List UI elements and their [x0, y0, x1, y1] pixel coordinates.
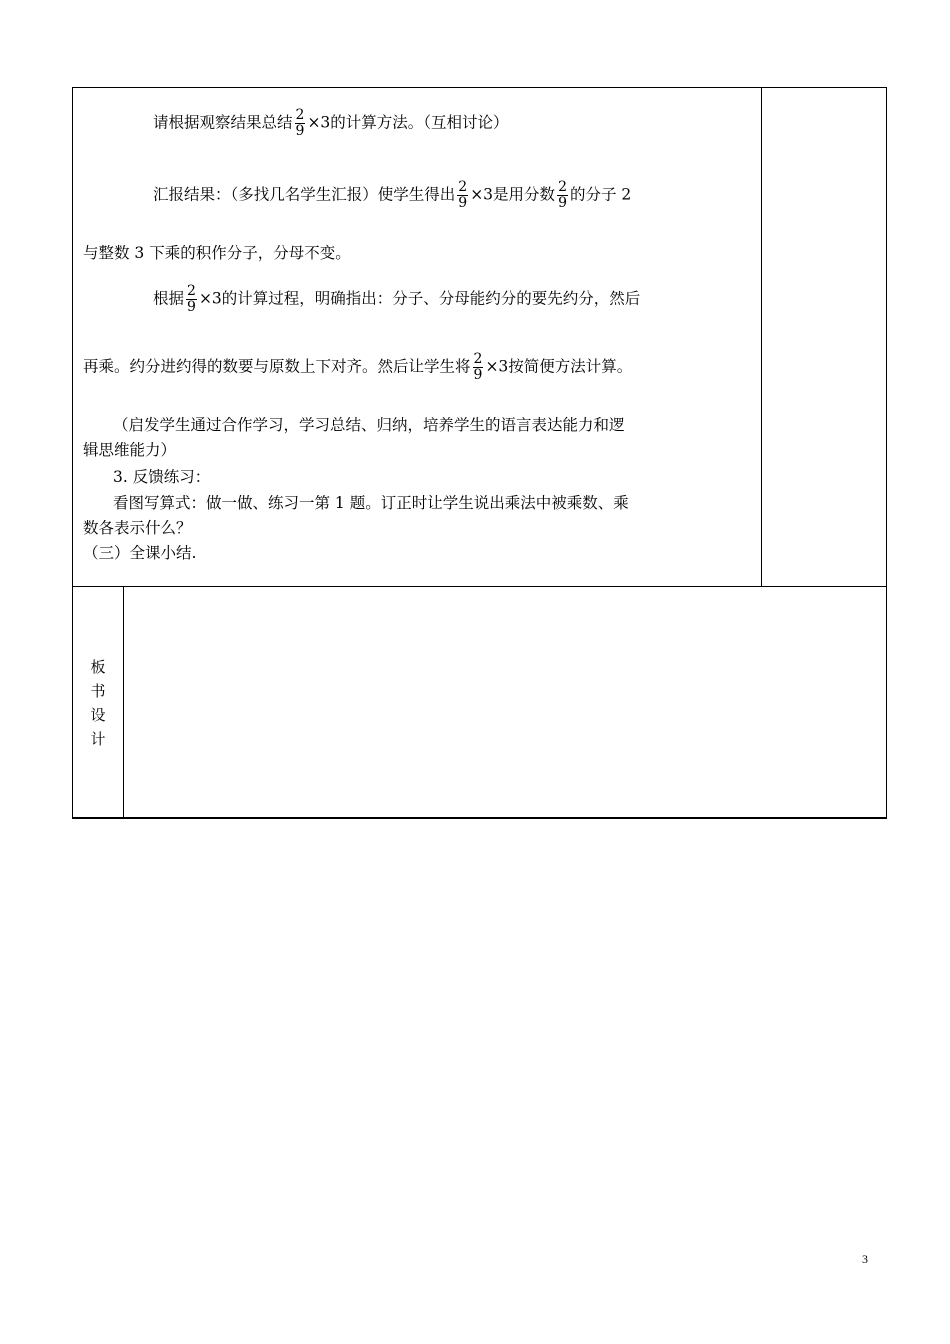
text: 按简便方法计算。: [508, 357, 633, 376]
text: ×3: [198, 289, 222, 308]
paragraph-process-line2: [83, 352, 632, 383]
text: ×3: [485, 357, 509, 376]
fraction: $\frac{2}{9}$: [458, 179, 468, 211]
label-char: 板: [90, 658, 106, 676]
text: 是用分数: [493, 185, 556, 204]
paragraph-summarize: [153, 108, 509, 139]
label-char: 书: [90, 682, 106, 700]
text: 汇报结果：（多找几名学生汇报）使学生得出: [153, 185, 456, 204]
board-label-divider: [123, 587, 124, 818]
text: 根据: [153, 289, 185, 308]
fraction: $\frac{2}{9}$: [558, 179, 567, 211]
text: 的分子 2: [569, 185, 632, 204]
paragraph-exercise-line1: 看图写算式：做一做、练习一第 1 题。订正时让学生说出乘法中被乘数、乘: [113, 494, 629, 512]
label-char: 计: [90, 730, 106, 748]
text: 请根据观察结果总结: [153, 113, 293, 132]
board-design-label: [79, 655, 117, 751]
lesson-plan-table: [72, 87, 887, 819]
label-char: 设: [90, 706, 106, 724]
text: 再乘。约分进约得的数要与原数上下对齐。然后让学生将: [83, 357, 471, 376]
paragraph-note-line1: （启发学生通过合作学习，学习总结、归纳，培养学生的语言表达能力和逻: [113, 416, 625, 434]
fraction: $\frac{2}{9}$: [473, 351, 483, 383]
lesson-content-cell: [73, 88, 886, 587]
paragraph-process: [153, 284, 640, 315]
section-feedback-practice: 3. 反馈练习：: [113, 468, 211, 486]
paragraph-report: [153, 180, 631, 211]
paragraph-exercise-line2: 数各表示什么？: [83, 519, 192, 537]
text: 的计算方法。（互相讨论）: [330, 113, 509, 132]
text: ×3: [307, 113, 331, 132]
text: 的计算过程，明确指出：分子、分母能约分的要先约分，然后: [221, 289, 641, 308]
page-number: 3: [862, 1252, 868, 1266]
fraction: $\frac{2}{9}$: [187, 283, 196, 315]
paragraph-note-line2: 辑思维能力）: [83, 441, 177, 459]
fraction: $\frac{2}{9}$: [295, 107, 305, 139]
section-class-summary: （三）全课小结.: [83, 544, 197, 562]
text: ×3: [470, 185, 494, 204]
side-column-divider: [761, 88, 762, 587]
paragraph-report-line2: 与整数 3 下乘的积作分子，分母不变。: [83, 244, 351, 262]
board-design-row: [73, 587, 886, 818]
